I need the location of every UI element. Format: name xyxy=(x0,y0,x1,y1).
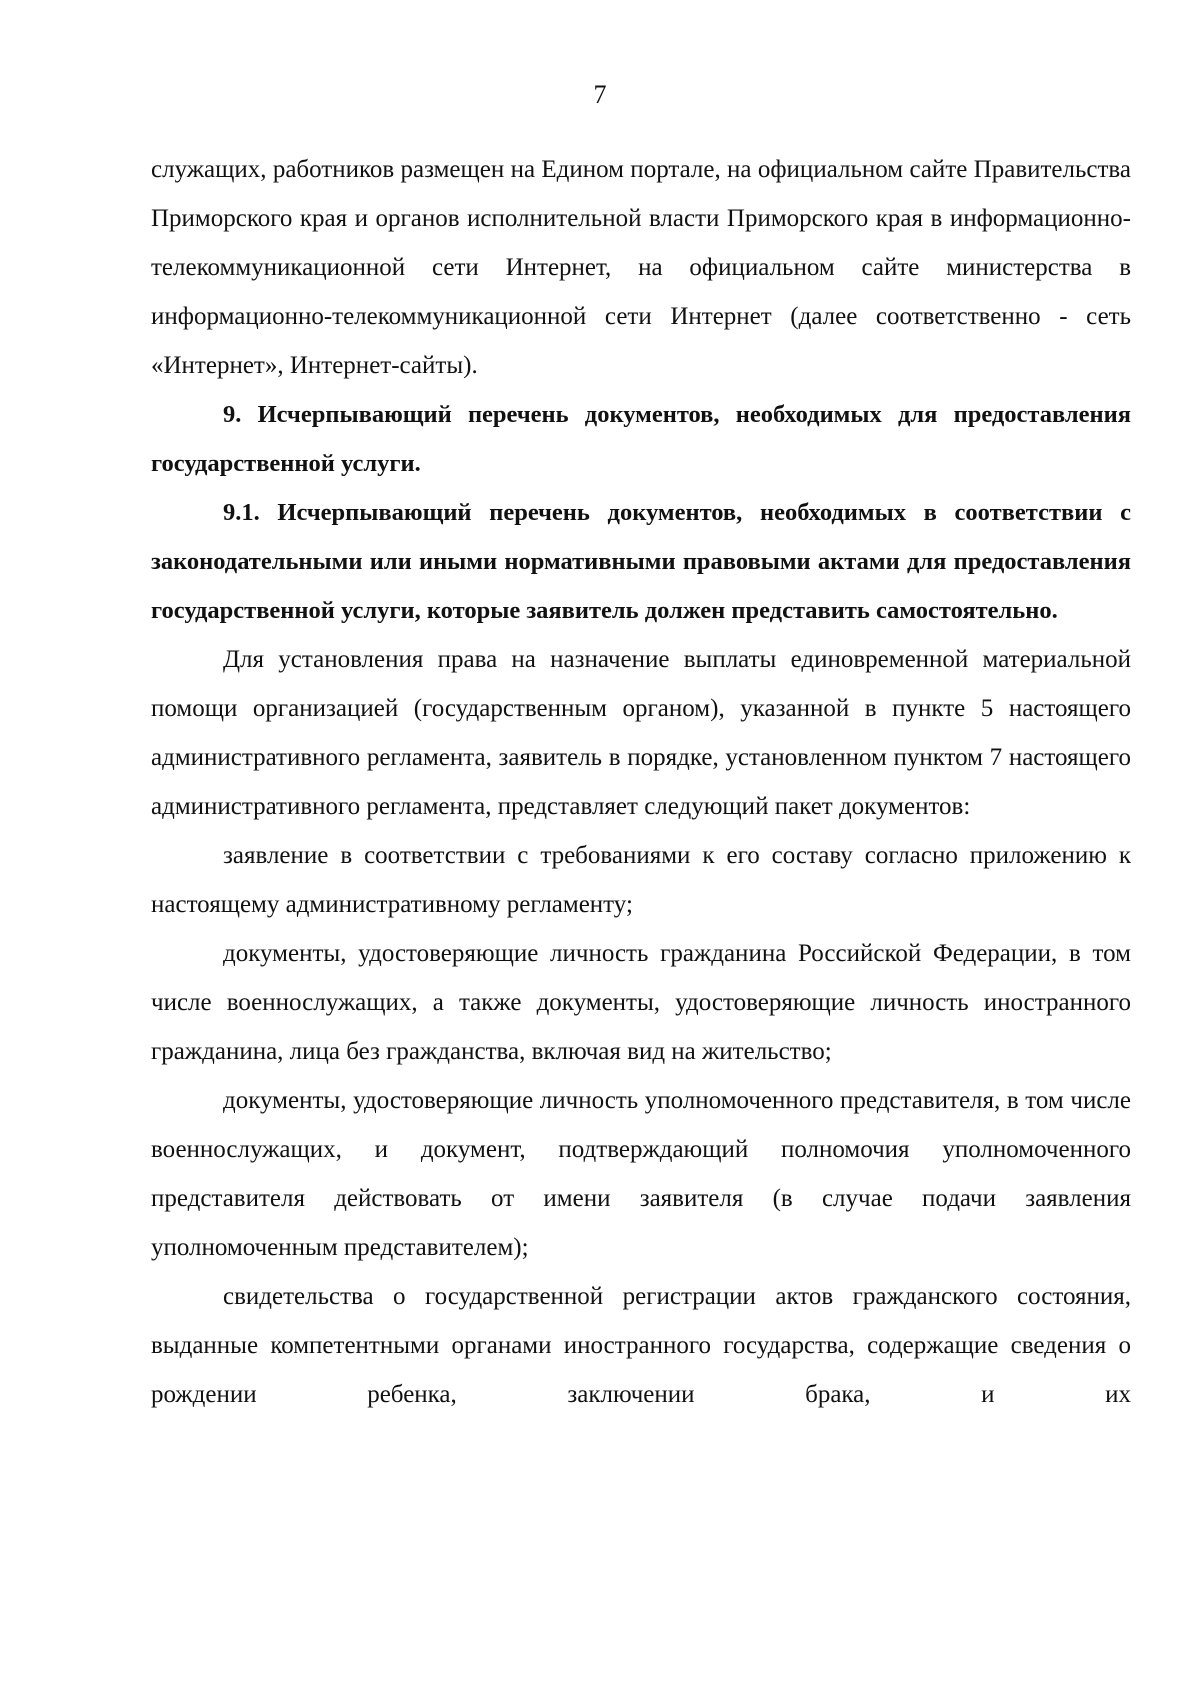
paragraph-continuation: служащих, работников размещен на Едином портале, на официальном сайте Правительства Приморского края и органов исполнительной власти Приморского края в информационно-телекоммуникационной сети Интернет, на официальном сайте министерства в информационно-телекоммуникационной сети Интернет (далее соответственно - сеть «Интернет», Интернет-сайты). xyxy=(151,156,1131,379)
paragraph-representative-documents: документы, удостоверяющие личность уполномоченного представителя, в том числе военнослужащих, и документ, подтверждающий полномочия уполномоченного представителя действовать от имени заявителя (в случае подачи заявления уполномоченным представителем); xyxy=(151,1087,1131,1261)
section-heading-9: 9. Исчерпывающий перечень документов, необходимых для предоставления государственной услуги. xyxy=(151,401,1131,477)
page-number: 7 xyxy=(593,80,607,109)
paragraph-application: заявление в соответствии с требованиями к его составу согласно приложению к настоящему административному регламенту; xyxy=(151,842,1131,918)
paragraph-civil-status-certificates: свидетельства о государственной регистрации актов гражданского состояния, выданные компетентными органами иностранного государства, содержащие сведения о рождении ребенка, заключении брака, и их xyxy=(151,1283,1131,1408)
section-heading-9-1: 9.1. Исчерпывающий перечень документов, необходимых в соответствии с законодательными или иными нормативными правовыми актами для предоставления государственной услуги, которые заявитель должен представить самостоятельно. xyxy=(151,499,1131,624)
document-body xyxy=(151,145,1131,1419)
paragraph-identity-documents: документы, удостоверяющие личность гражданина Российской Федерации, в том числе военнослужащих, а также документы, удостоверяющие личность иностранного гражданина, лица без гражданства, включая вид на жительство; xyxy=(151,940,1131,1065)
paragraph-documents-intro: Для установления права на назначение выплаты единовременной материальной помощи организацией (государственным органом), указанной в пункте 5 настоящего административного регламента, заявитель в порядке, установленном пунктом 7 настоящего административного регламента, представляет следующий пакет документов: xyxy=(151,646,1131,820)
